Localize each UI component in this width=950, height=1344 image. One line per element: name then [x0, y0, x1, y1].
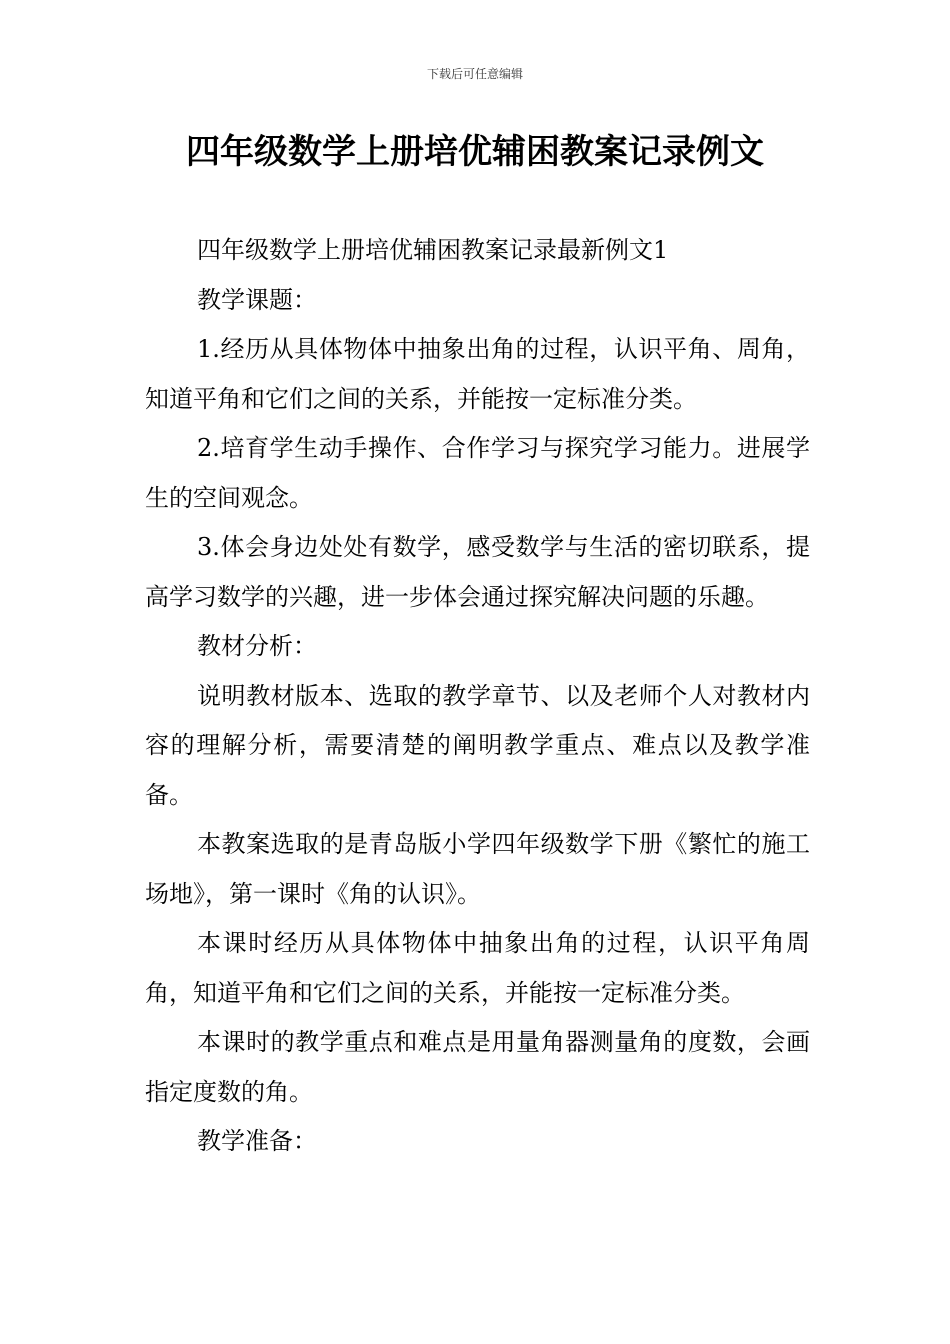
analysis-paragraph-4: 本课时的教学重点和难点是用量角器测量角的度数，会画指定度数的角。 [145, 1028, 810, 1106]
document-title: 四年级数学上册培优辅困教案记录例文 [186, 132, 764, 172]
subtitle-paragraph: 四年级数学上册培优辅困教案记录最新例文1 [197, 236, 669, 264]
document-body [145, 226, 810, 1167]
section-heading-lesson-topic: 教学课题： [197, 285, 317, 314]
analysis-paragraph-3: 本课时经历从具体物体中抽象出角的过程，认识平角周角，知道平角和它们之间的关系，并能按一定标准分类。 [145, 929, 810, 1007]
objective-paragraph-1: 1.经历从具体物体中抽象出角的过程，认识平角、周角，知道平角和它们之间的关系，并能按一定标准分类。 [145, 335, 810, 413]
objective-paragraph-3: 3.体会身边处处有数学，感受数学与生活的密切联系，提高学习数学的兴趣，进一步体会通过探究解决问题的乐趣。 [145, 533, 810, 611]
analysis-paragraph-2: 本教案选取的是青岛版小学四年级数学下册《繁忙的施工场地》，第一课时《角的认识》。 [145, 830, 810, 908]
analysis-paragraph-1: 说明教材版本、选取的教学章节、以及老师个人对教材内容的理解分析，需要清楚的阐明教学重点、难点以及教学准备。 [145, 681, 810, 809]
objective-paragraph-2: 2.培育学生动手操作、合作学习与探究学习能力。进展学生的空间观念。 [145, 434, 810, 512]
section-heading-material-analysis: 教材分析： [197, 632, 317, 660]
section-heading-preparation: 教学准备： [197, 1127, 317, 1155]
header-note: 下载后可任意编辑 [426, 67, 523, 81]
